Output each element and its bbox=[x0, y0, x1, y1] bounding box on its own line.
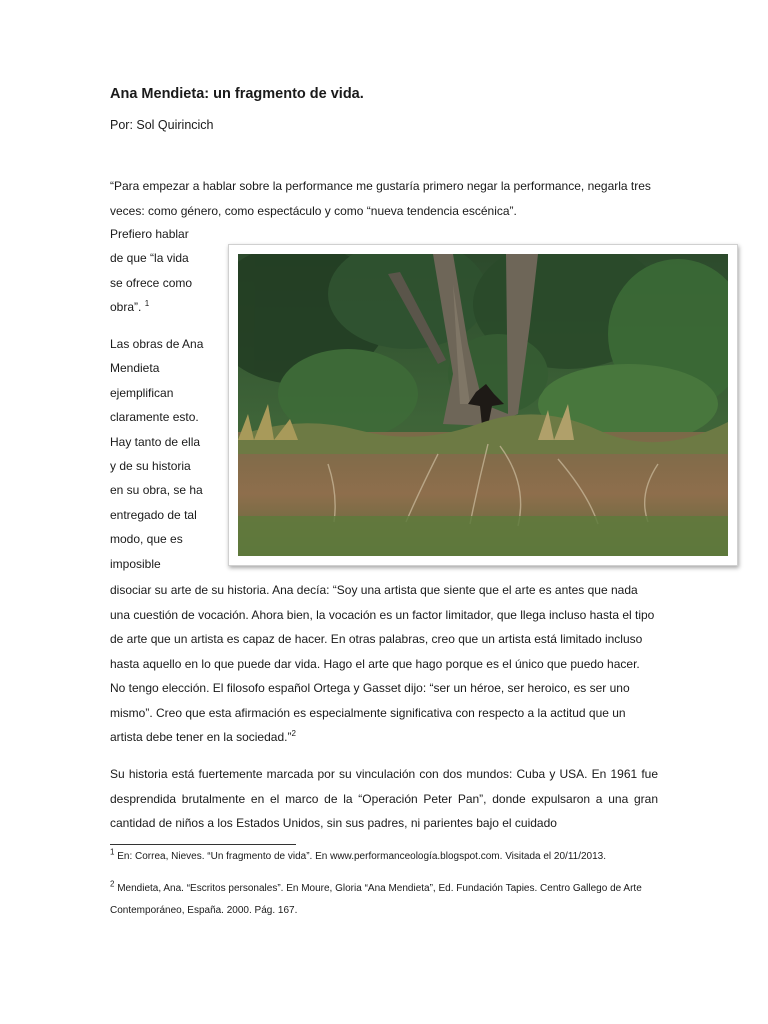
footnote-1 bbox=[110, 846, 658, 868]
wrap-line: entregado de tal bbox=[110, 507, 197, 522]
wrap-line: Mendieta bbox=[110, 361, 160, 376]
footnote-ref-2[interactable]: 2 bbox=[291, 729, 296, 738]
footnote-2-text: Mendieta, Ana. “Escritos personales”. En Moure, Gloria “Ana Mendieta”, Ed. Fundación Tapies. Centro Gallego de Arte Contemporáneo, España. 2000. Pág. 167. bbox=[110, 883, 642, 916]
paragraph-2-tail bbox=[110, 578, 658, 750]
document-title: Ana Mendieta: un fragmento de vida. bbox=[110, 86, 364, 102]
wrap-line: claramente esto. bbox=[110, 410, 199, 425]
ground-grass bbox=[238, 516, 728, 556]
photo-frame bbox=[228, 244, 738, 566]
wrap-line: imposible bbox=[110, 556, 161, 571]
paragraph-2-wrap bbox=[110, 332, 210, 576]
footnote-ref-1[interactable]: 1 bbox=[144, 299, 150, 309]
wrap-line: Las obras de Ana bbox=[110, 337, 204, 351]
paragraph-2-text: disociar su arte de su historia. Ana decía: “Soy una artista que siente que el arte es antes que nada una cuestión de vocación. Ahora bien, la vocación es un factor limitador, que llega incluso hasta el tipo de arte que un artista es capaz de hacer. En otras palabras, creo que un artista está limitado incluso hasta aquello en lo que puede dar vida. Hago el arte que hago porque es el único que puedo hacer. No tengo elección. El filosofo español Ortega y Gasset dijo: “ser un héroe, ser heroico, es ser uno mismo”. Creo que esta afirmación es especialmente significativa con respecto a la actitud que un artista debe tener en la sociedad.” bbox=[110, 583, 655, 744]
wrap-line: en su obra, se ha bbox=[110, 483, 203, 498]
document-author: Por: Sol Quirincich bbox=[110, 118, 214, 132]
wrap-line: modo, que es bbox=[110, 532, 183, 547]
wrap-line: Hay tanto de ella bbox=[110, 434, 201, 449]
footnote-1-text: En: Correa, Nieves. “Un fragmento de vida”. En www.performanceología.blogspot.com. Visitada el 20/11/2013. bbox=[114, 851, 607, 862]
paragraph-1-wrap bbox=[110, 222, 210, 320]
paragraph-3: Su historia está fuertemente marcada por su vinculación con dos mundos: Cuba y USA. En 1961 fue desprendida brutalmente en el marco de la “Operación Peter Pan”, donde expulsaron a una gran cantidad de niños a los Estados Unidos, sin sus padres, ni parientes bajo el cuidado bbox=[110, 767, 658, 830]
footnote-1-mark: 1 bbox=[110, 847, 115, 857]
footnote-separator bbox=[110, 844, 296, 845]
paragraph-1: “Para empezar a hablar sobre la performance me gustaría primero negar la performance, negarla tres veces: como género, como espectáculo y como “nueva tendencia escénica”. bbox=[110, 179, 651, 218]
wrap-line: obra”. bbox=[110, 300, 142, 315]
wrap-line: ejemplifican bbox=[110, 385, 174, 400]
footnote-2-mark: 2 bbox=[110, 879, 115, 889]
wrap-line: Prefiero hablar bbox=[110, 227, 189, 241]
wrap-line: se ofrece como bbox=[110, 275, 193, 290]
wrap-line: y de su historia bbox=[110, 459, 191, 474]
wrap-line: de que “la vida bbox=[110, 251, 189, 266]
footnote-2 bbox=[110, 878, 658, 922]
tree-with-figure-photo bbox=[238, 254, 728, 556]
